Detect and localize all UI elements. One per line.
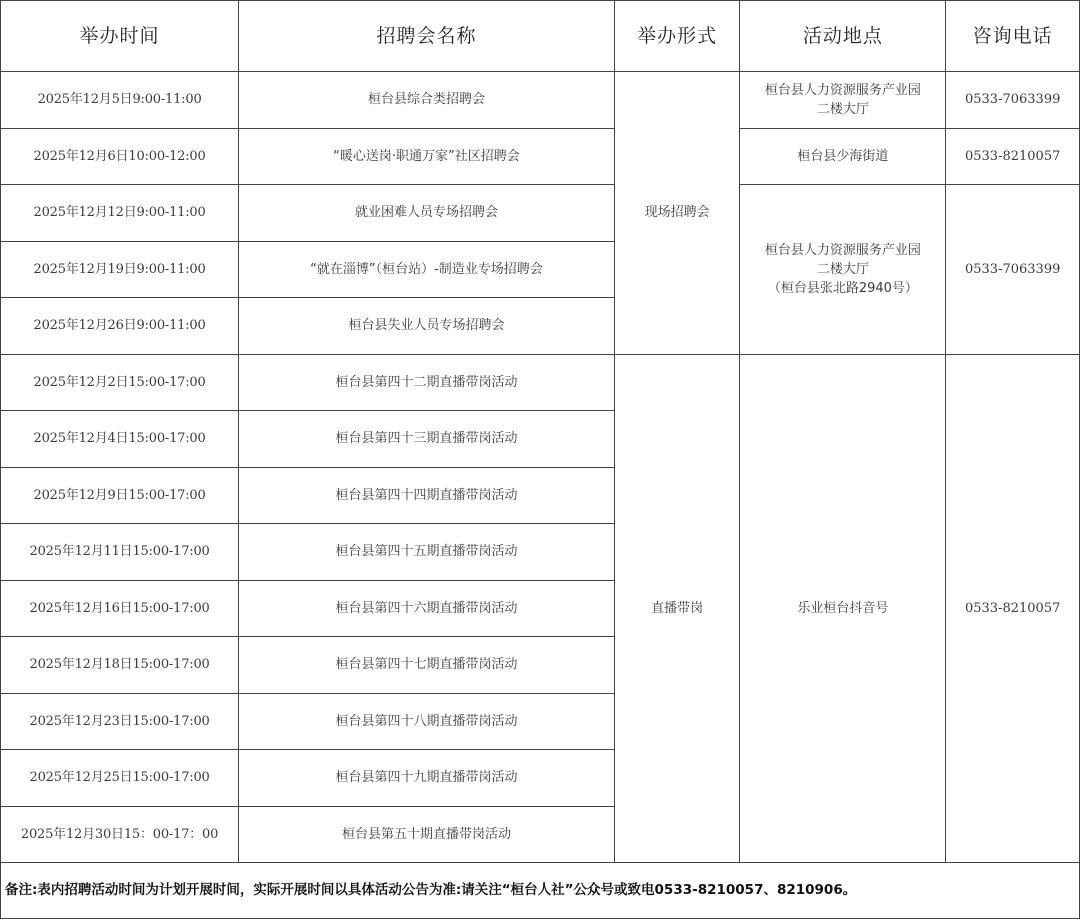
event-time: 2025年12月9日15:00-17:00 bbox=[1, 467, 239, 524]
event-time: 2025年12月26日9:00-11:00 bbox=[1, 298, 239, 355]
event-time: 2025年12月18日15:00-17:00 bbox=[1, 637, 239, 694]
event-time: 2025年12月25日15:00-17:00 bbox=[1, 750, 239, 807]
event-time: 2025年12月5日9:00-11:00 bbox=[1, 72, 239, 129]
event-time: 2025年12月4日15:00-17:00 bbox=[1, 411, 239, 468]
event-time: 2025年12月6日10:00-12:00 bbox=[1, 128, 239, 185]
event-phone: 0533-8210057 bbox=[946, 128, 1080, 185]
event-time: 2025年12月12日9:00-11:00 bbox=[1, 185, 239, 242]
event-form-onsite: 现场招聘会 bbox=[614, 72, 740, 355]
event-name: 就业困难人员专场招聘会 bbox=[239, 185, 615, 242]
footnote: 备注:表内招聘活动时间为计划开展时间，实际开展时间以具体活动公告为准:请关注“桓台人社”公众号或致电0533-8210057、8210906。 bbox=[1, 863, 1080, 919]
place-line: 桓台县人力资源服务产业园 bbox=[764, 82, 921, 98]
place-line: 二楼大厅 bbox=[816, 261, 869, 277]
place-line: （桓台县张北路2940号） bbox=[767, 280, 918, 296]
event-place: 桓台县少海街道 bbox=[740, 128, 946, 185]
event-name: 桓台县第四十三期直播带岗活动 bbox=[239, 411, 615, 468]
header-phone: 咨询电话 bbox=[946, 1, 1080, 72]
event-time: 2025年12月16日15:00-17:00 bbox=[1, 580, 239, 637]
event-name: 桓台县第四十九期直播带岗活动 bbox=[239, 750, 615, 807]
header-time: 举办时间 bbox=[1, 1, 239, 72]
table-row bbox=[1, 185, 1080, 242]
event-phone: 0533-7063399 bbox=[946, 72, 1080, 129]
event-phone: 0533-7063399 bbox=[946, 185, 1080, 355]
event-name: 桓台县第五十期直播带岗活动 bbox=[239, 806, 615, 863]
event-name: 桓台县第四十七期直播带岗活动 bbox=[239, 637, 615, 694]
header-form: 举办形式 bbox=[614, 1, 740, 72]
note-row bbox=[1, 863, 1080, 919]
event-form-livestream: 直播带岗 bbox=[614, 354, 740, 863]
event-time: 2025年12月2日15:00-17:00 bbox=[1, 354, 239, 411]
event-time: 2025年12月30日15：00-17：00 bbox=[1, 806, 239, 863]
table-row bbox=[1, 128, 1080, 185]
event-name: 桓台县第四十二期直播带岗活动 bbox=[239, 354, 615, 411]
event-name: 桓台县第四十八期直播带岗活动 bbox=[239, 693, 615, 750]
place-line: 桓台县人力资源服务产业园 bbox=[764, 242, 921, 258]
event-name: “就在淄博”（桓台站）-制造业专场招聘会 bbox=[239, 241, 615, 298]
event-time: 2025年12月19日9:00-11:00 bbox=[1, 241, 239, 298]
table-row bbox=[1, 72, 1080, 129]
event-name: 桓台县第四十五期直播带岗活动 bbox=[239, 524, 615, 581]
table-row bbox=[1, 354, 1080, 411]
event-name: “暖心送岗·职通万家”社区招聘会 bbox=[239, 128, 615, 185]
event-place: 乐业桓台抖音号 bbox=[740, 354, 946, 863]
header-name: 招聘会名称 bbox=[239, 1, 615, 72]
event-place bbox=[740, 72, 946, 129]
event-name: 桓台县第四十四期直播带岗活动 bbox=[239, 467, 615, 524]
event-name: 桓台县综合类招聘会 bbox=[239, 72, 615, 129]
event-name: 桓台县第四十六期直播带岗活动 bbox=[239, 580, 615, 637]
place-line: 二楼大厅 bbox=[816, 101, 869, 117]
header-place: 活动地点 bbox=[740, 1, 946, 72]
event-name: 桓台县失业人员专场招聘会 bbox=[239, 298, 615, 355]
event-place bbox=[740, 185, 946, 355]
header-row bbox=[1, 1, 1080, 72]
event-phone: 0533-8210057 bbox=[946, 354, 1080, 863]
event-time: 2025年12月23日15:00-17:00 bbox=[1, 693, 239, 750]
event-time: 2025年12月11日15:00-17:00 bbox=[1, 524, 239, 581]
